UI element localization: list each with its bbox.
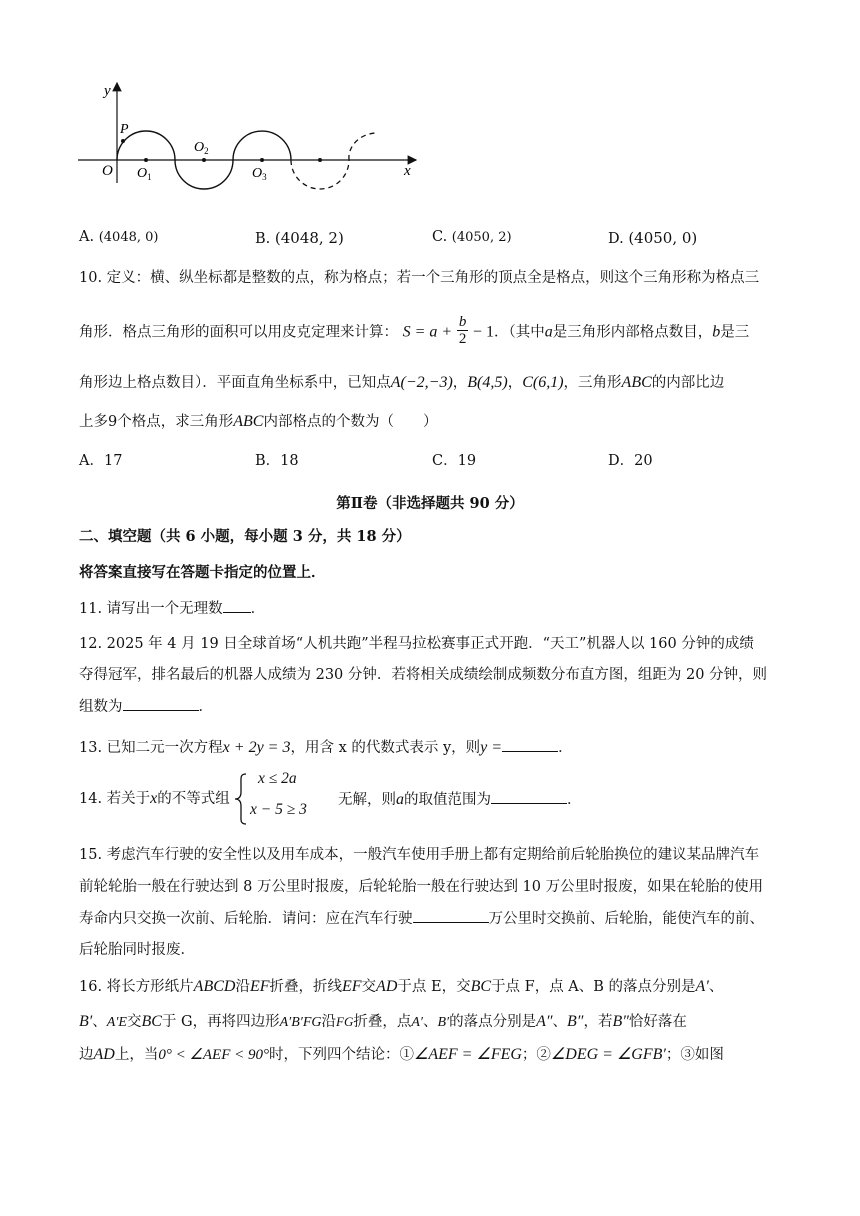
fill-instruction: 将答案直接写在答题卡指定的位置上． <box>79 564 326 581</box>
q9-option-b: B. (4048, 2) <box>255 229 344 247</box>
q9-option-d: D. (4050, 0) <box>608 229 698 247</box>
q16-line3: 边AD上，当0° < ∠AEF < 90°时，下列四个结论：①∠AEF = ∠FEG；②∠DEG = ∠GFB′；③如图 <box>79 1046 724 1063</box>
point-o2 <box>202 158 206 162</box>
q15-line1: 15. 考虑汽车行驶的安全性以及用车成本，一般汽车使用手册上都有定期给前后轮胎换位的建议某品牌汽车 <box>79 847 760 863</box>
q15-line3: 寿命内只交换一次前、后轮胎．请问：应在汽车行驶 万公里时交换前、后轮胎，能使汽车的前、 <box>79 908 764 929</box>
q10-line2: 角形．格点三角形的面积可以用皮克定理来计算： S = a + $\frac{b}{2}$ − 1．（其中a是三角形内部格点数目，b是三 <box>79 314 750 347</box>
arc-2 <box>175 160 233 189</box>
q12-line3: 组数为 ． <box>79 696 213 717</box>
q14-pre: 14. 若关于x的不等式组 <box>79 790 230 807</box>
q16-line2: B′、A′E交BC于 G，再将四边形A′B′FG沿FG折叠，点A′、B′的落点分别是A″、B″，若B″恰好落在 <box>79 1013 687 1030</box>
section2-title: 第Ⅱ卷（非选择题共 90 分） <box>336 495 524 512</box>
point-o1 <box>144 158 148 162</box>
label-o2: $O_2$ <box>194 140 209 156</box>
q14-ineq2: x − 5 ≥ 3 <box>250 801 307 818</box>
q14-post: 无解，则a的取值范围为 ． <box>338 791 582 808</box>
q14-brace <box>234 772 248 826</box>
q10-line3: 角形边上格点数目）．平面直角坐标系中，已知点A(−2,−3)，B(4,5)，C(6,1)，三角形ABC的内部比边 <box>79 374 725 391</box>
point-o3 <box>260 158 264 162</box>
label-o1: $O_1$ <box>137 166 152 182</box>
arc-5-dashed <box>349 133 375 160</box>
label-y: y <box>104 83 111 99</box>
q12-line2: 夺得冠军，排名最后的机器人成绩为 230 分钟．若将相关成绩绘制成频数分布直方图，组距为 20 分钟，则 <box>79 667 768 683</box>
point-p <box>121 139 125 143</box>
q9-option-a: A. (4048, 0) <box>79 229 159 245</box>
q9-option-c: C. (4050, 2) <box>432 229 512 245</box>
q16-line1: 16. 将长方形纸片ABCD沿EF折叠，折线EF交AD于点 E，交BC于点 F，点 A、B 的落点分别是A′、 <box>79 978 724 995</box>
q10-line4: 上多9个格点，求三角形ABC内部格点的个数为（ ） <box>79 413 438 430</box>
q10-option-b: B．18 <box>255 453 299 469</box>
label-o3: $O_3$ <box>252 166 267 182</box>
q12-line1: 12. 2025 年 4 月 19 日全球首场“人机共跑”半程马拉松赛事正式开跑．“天工”机器人以 160 分钟的成绩 <box>79 636 754 652</box>
q10-option-a: A．17 <box>79 453 123 469</box>
q10-option-d: D．20 <box>608 453 653 469</box>
q15-line4: 后轮胎同时报废． <box>79 942 195 958</box>
q13: 13. 已知二元一次方程x + 2y = 3，用含 x 的代数式表示 y，则y = ． <box>79 739 573 756</box>
point-o4 <box>318 158 322 162</box>
q14-ineq1: x ≤ 2a <box>258 770 297 787</box>
label-x: x <box>404 163 411 179</box>
q10-option-c: C．19 <box>432 453 477 469</box>
arc-3 <box>233 131 291 160</box>
q15-line2: 前轮轮胎一般在行驶达到 8 万公里时报废，后轮轮胎一般在行驶达到 10 万公里时报废，如果在轮胎的使用 <box>79 879 764 895</box>
arc-4-dashed <box>291 160 349 189</box>
sine-figure <box>70 75 430 195</box>
label-p: P <box>120 122 129 137</box>
q10-line1: 10. 定义：横、纵坐标都是整数的点，称为格点；若一个三角形的顶点全是格点，则这个三角形称为格点三 <box>79 270 760 286</box>
fill-title: 二、填空题（共 6 小题，每小题 3 分，共 18 分） <box>79 528 411 545</box>
q11: 11. 请写出一个无理数 ． <box>79 598 265 619</box>
label-origin: O <box>102 163 113 179</box>
